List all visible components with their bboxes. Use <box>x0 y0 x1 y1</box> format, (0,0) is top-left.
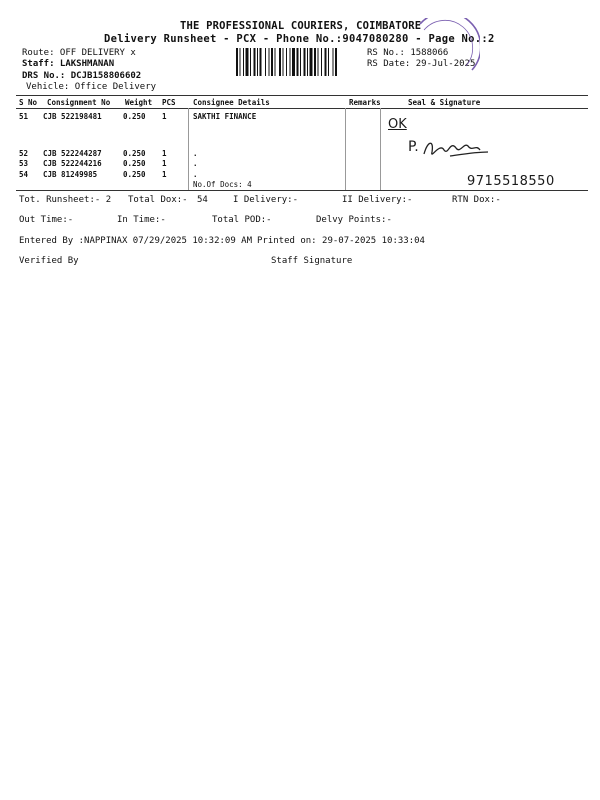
row-sno: 53 <box>19 159 29 168</box>
row-pcs: 1 <box>162 170 167 179</box>
col-header-seal: Seal & Signature <box>408 98 481 107</box>
table-header-rule <box>16 108 588 109</box>
col-header-consignment: Consignment No <box>47 98 111 107</box>
row-pcs: 1 <box>162 159 167 168</box>
i-delivery: I Delivery:- <box>233 195 299 205</box>
col-header-sno: S No <box>19 98 38 107</box>
total-runsheet: Tot. Runsheet:- 2 <box>19 195 112 205</box>
col-header-pcs: PCS <box>162 98 176 107</box>
entered-by: Entered By :NAPPINAX 07/29/2025 10:32:09 AM <box>19 236 252 246</box>
out-time: Out Time:- <box>19 215 74 225</box>
staff-signature-label: Staff Signature <box>271 256 353 266</box>
col-header-weight: Weight <box>125 98 153 107</box>
rtn-dox: RTN Dox:- <box>452 195 501 205</box>
row-consignee: SAKTHI FINANCE <box>193 112 257 121</box>
row-consignment: CJB 522244287 <box>43 149 102 158</box>
row-weight: 0.250 <box>123 170 146 179</box>
total-pod: Total POD:- <box>212 215 272 225</box>
row-sno: 52 <box>19 149 29 158</box>
row-consignment: CJB 522198481 <box>43 112 102 121</box>
col-header-remarks: Remarks <box>349 98 381 107</box>
row-pcs: 1 <box>162 149 167 158</box>
row-consignee: . <box>193 159 198 168</box>
col-divider-remarks <box>345 108 346 190</box>
col-header-consignee: Consignee Details <box>193 98 270 107</box>
row-consignment: CJB 522244216 <box>43 159 102 168</box>
barcode <box>236 48 362 76</box>
row-consignee: . <box>193 170 198 179</box>
route-label: Route: OFF DELIVERY x <box>22 48 136 58</box>
total-dox-label: Total Dox:- <box>128 195 188 205</box>
row-weight: 0.250 <box>123 149 146 158</box>
row-consignee: . <box>193 149 198 158</box>
ii-delivery: II Delivery:- <box>342 195 413 205</box>
page-title: Delivery Runsheet - PCX - Phone No.:9047080280 - Page No.:2 <box>104 33 495 45</box>
handwritten-phone: 9715518550 <box>467 174 555 189</box>
total-dox-value: 54 <box>197 195 208 205</box>
delvy-points: Delvy Points:- <box>316 215 392 225</box>
rs-number: RS No.: 1588066 <box>367 48 449 58</box>
row-consignment: CJB 81249985 <box>43 170 98 179</box>
row-pcs: 1 <box>162 112 167 121</box>
in-time: In Time:- <box>117 215 166 225</box>
row-sno: 54 <box>19 170 29 179</box>
table-bottom-rule <box>16 190 588 191</box>
printed-on: Printed on: 29-07-2025 10:33:04 <box>257 236 425 246</box>
stamp-circle <box>400 18 480 98</box>
docs-count: No.Of Docs: 4 <box>193 180 252 189</box>
row-weight: 0.250 <box>123 159 146 168</box>
handwritten-ok: OK <box>388 117 407 132</box>
vehicle-label: Vehicle: Office Delivery <box>26 82 157 92</box>
company-name: THE PROFESSIONAL COURIERS, COIMBATORE <box>180 20 422 32</box>
staff-label: Staff: LAKSHMANAN <box>22 59 115 69</box>
verified-by: Verified By <box>19 256 79 266</box>
row-sno: 51 <box>19 112 29 121</box>
drs-number: DRS No.: DCJB158806602 <box>22 71 142 81</box>
handwritten-signature-initial: P. <box>408 139 419 155</box>
col-divider-seal <box>380 108 381 190</box>
table-top-rule <box>16 95 588 96</box>
rs-date: RS Date: 29-Jul-2025 <box>367 59 476 69</box>
handwritten-signature <box>420 134 492 164</box>
col-divider-consignee <box>188 108 189 190</box>
row-weight: 0.250 <box>123 112 146 121</box>
